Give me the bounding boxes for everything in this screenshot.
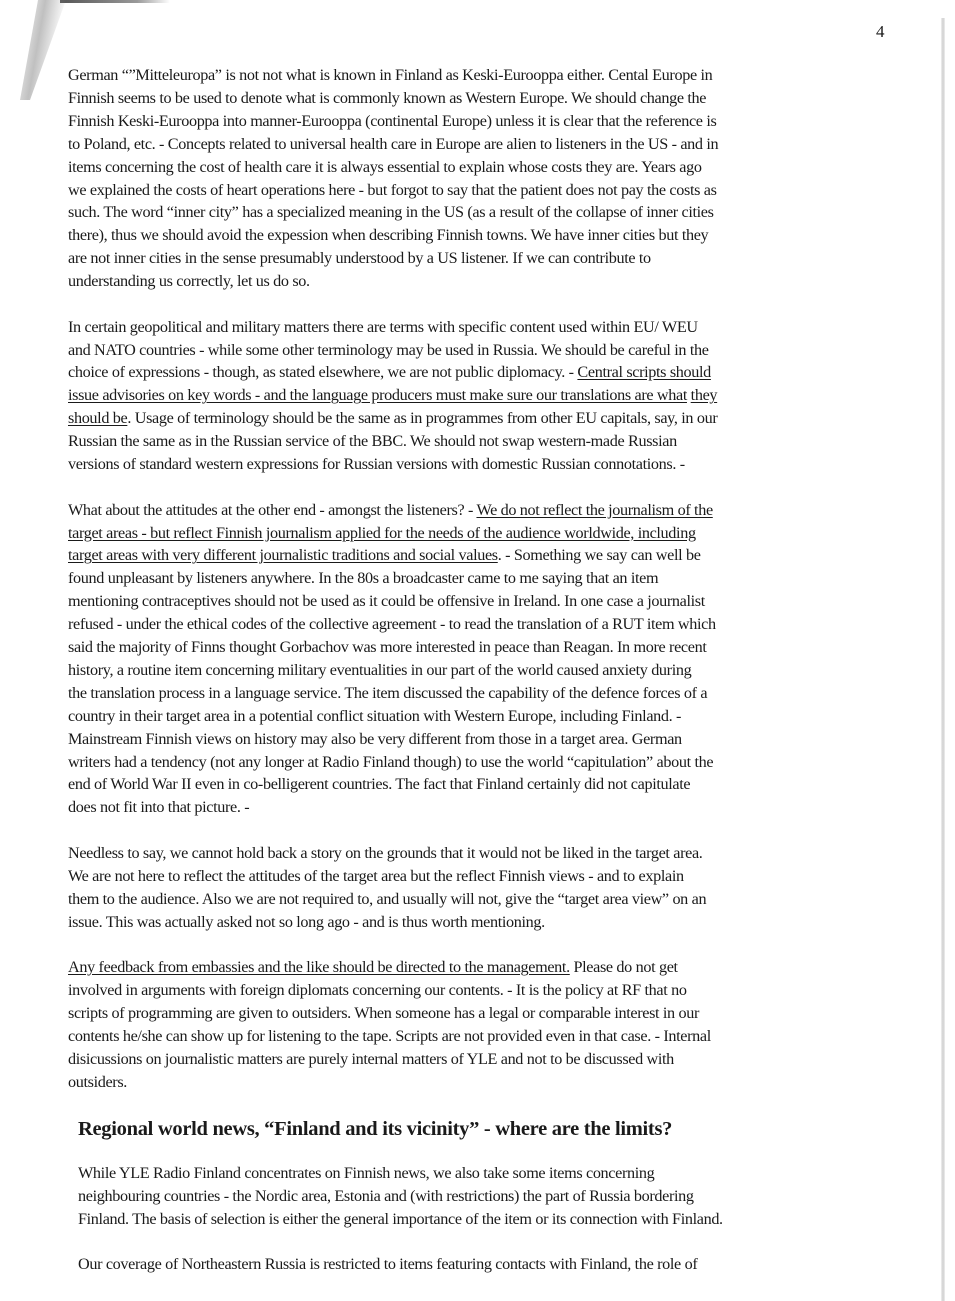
text-line [68, 1002, 898, 1025]
underlined-text: We do not reflect the journalism of the [476, 500, 713, 519]
scan-top-edge [60, 0, 170, 3]
text-line [68, 224, 898, 247]
paragraph [68, 499, 898, 820]
text-line [68, 316, 898, 339]
text-line [68, 361, 898, 384]
text-line [68, 110, 898, 133]
text-run: versions of standard western expressions for Russian versions with domestic Russian connotations. - [68, 455, 685, 474]
text-line [68, 64, 898, 87]
text-run: disicussions on journalistic matters are purely internal matters of YLE and not to be discussed with [68, 1049, 674, 1068]
text-run: We are not here to reflect the attitudes of the target area but the reflect Finnish views - and to explain [68, 866, 684, 885]
paragraph [68, 956, 898, 1093]
text-run: found unpleasant by listeners anywhere. In the 80s a broadcaster came to me saying that an item [68, 569, 659, 588]
text-line [68, 728, 898, 751]
text-run: to Poland, etc. - Concepts related to universal health care in Europe are alien to listeners in the US - and in [68, 134, 719, 153]
paragraph [78, 1253, 898, 1276]
text-line [68, 407, 898, 430]
underlined-text: target areas - but reflect Finnish journalism applied for the needs of the audience worldwide, including [68, 523, 696, 542]
text-run: Finnish Keski-Eurooppa into manner-Eurooppa (continental Europe) unless it is clear that the reference is [68, 111, 717, 130]
text-run: Please do not get [569, 958, 678, 977]
text-run: contents he/she can show up for listening to the tape. Scripts are not provided even in that case. - Internal [68, 1026, 711, 1045]
document-body [68, 64, 898, 1299]
section-heading: Regional world news, “Finland and its vicinity” - where are the limits? [78, 1118, 673, 1141]
text-line [68, 659, 898, 682]
text-line [68, 842, 898, 865]
underlined-text: Any feedback from embassies and the like should be directed to the management. [68, 958, 570, 977]
text-line [68, 201, 898, 224]
text-run: writers had a tendency (not any longer at Radio Finland though) to use the world “capitulation” about the [68, 752, 714, 771]
text-run: What about the attitudes at the other end - amongst the listeners? - [68, 500, 477, 519]
paragraph [68, 842, 898, 934]
text-line [68, 590, 898, 613]
text-line [68, 339, 898, 362]
scan-right-edge [941, 18, 945, 1301]
underlined-text: should be [68, 409, 128, 428]
page-number: 4 [876, 22, 885, 41]
text-run: the translation process in a language service. The item discussed the capability of the defence forces of a [68, 683, 708, 702]
text-line [68, 133, 898, 156]
text-line [68, 544, 898, 567]
text-line [68, 796, 898, 819]
text-line [68, 1071, 898, 1094]
text-line [68, 522, 898, 545]
text-line [68, 567, 898, 590]
text-run: choice of expressions - though, as stated elsewhere, we are not public diplomacy. - [68, 363, 578, 382]
text-run: issue. This was actually asked not so long ago - and is thus worth mentioning. [68, 912, 545, 931]
text-run: Needless to say, we cannot hold back a story on the grounds that it would not be liked in the target area. [68, 843, 703, 862]
text-line [68, 430, 898, 453]
text-run: items concerning the cost of health care it is always essential to explain whose costs they are. Years ago [68, 157, 702, 176]
section-paragraphs [78, 1162, 898, 1276]
text-line [68, 956, 898, 979]
text-run: does not fit into that picture. - [68, 798, 250, 817]
text-line [78, 1162, 898, 1185]
text-run: involved in arguments with foreign diplomats concerning our contents. - It is the policy at RF that no [68, 981, 687, 999]
text-line [68, 1025, 898, 1048]
text-line [78, 1253, 898, 1276]
text-line [68, 911, 898, 934]
underlined-text: Central scripts should [577, 363, 711, 382]
text-line [68, 499, 898, 522]
text-run: . - Something we say can well be [497, 546, 701, 565]
text-run: mentioning contraceptives should not be used as it could be offensive in Ireland. In one case a journalist [68, 592, 705, 611]
text-line [68, 751, 898, 774]
text-run: we explained the costs of heart operations here - but forgot to say that the patient does not pay the costs as [68, 180, 717, 199]
text-run: are not inner cities in the sense presumably understood by a US listener. If we can contribute to [68, 249, 651, 268]
text-run: neighbouring countries - the Nordic area, Estonia and (with restrictions) the part of Russia bordering [78, 1187, 694, 1206]
text-line [68, 87, 898, 110]
text-run: Mainstream Finnish views on history may also be very different from those in a target area. German [68, 729, 682, 748]
text-line [68, 682, 898, 705]
underlined-text: target areas with very different journalistic traditions and social values [68, 546, 498, 565]
text-run: Finnish seems to be used to denote what is commonly known as Western Europe. We should change the [68, 88, 707, 107]
paragraph [78, 1162, 898, 1231]
text-run: country in their target area in a potential conflict situation with Western Europe, including Finland. - [68, 706, 682, 725]
text-line [68, 384, 898, 407]
underlined-text: they [690, 386, 718, 405]
text-line [78, 1185, 898, 1208]
text-run: end of World War II even in co-belligerent countries. The fact that Finland certainly did not capitulate [68, 775, 691, 794]
text-line [68, 156, 898, 179]
text-run: Finland. The basis of selection is either the general importance of the item or its connection with Finland. [78, 1209, 723, 1228]
text-run: scripts of programming are given to outsiders. When someone has a legal or comparable interest in our [68, 1003, 699, 1022]
underlined-text: issue advisories on key words - and the language producers must make sure our translations are what [68, 386, 687, 405]
text-run: Our coverage of Northeastern Russia is restricted to items featuring contacts with Finland, the role of [78, 1255, 698, 1274]
text-run: understanding us correctly, let us do so. [68, 272, 310, 291]
text-run: them to the audience. Also we are not required to, and usually will not, give the “target area view” on an [68, 889, 707, 908]
text-line [68, 179, 898, 202]
text-line [68, 888, 898, 911]
text-line [68, 247, 898, 270]
text-run: . Usage of terminology should be the same as in programmes from other EU capitals, say, in our [127, 409, 718, 428]
text-line [68, 636, 898, 659]
text-run: While YLE Radio Finland concentrates on Finnish news, we also take some items concerning [78, 1164, 655, 1183]
text-run: said the majority of Finns thought Gorbachov was more interested in peace than Reagan. In more recent [68, 638, 707, 657]
text-line [68, 979, 898, 1002]
text-line [68, 705, 898, 728]
text-run: Russian the same as in the Russian service of the BBC. We should not swap western-made Russian [68, 432, 677, 451]
body-paragraphs [68, 64, 898, 1094]
text-line [68, 613, 898, 636]
paragraph [68, 64, 898, 293]
text-line [68, 865, 898, 888]
text-run: German “”Mitteleuropa” is not not what is known in Finland as Keski-Eurooppa either. Cental Europe in [68, 66, 713, 84]
text-run: history, a routine item concerning military eventualities in our part of the world caused anxiety during [68, 660, 692, 679]
text-run: refused - under the ethical codes of the collective agreement - to read the translation of a RUT item which [68, 615, 716, 634]
text-line [68, 1048, 898, 1071]
text-line [68, 773, 898, 796]
text-run: there), thus we should avoid the expession when describing Finnish towns. We have inner cities but they [68, 226, 709, 245]
text-line [78, 1208, 898, 1231]
text-run: outsiders. [68, 1072, 127, 1091]
paragraph [68, 316, 898, 476]
text-line [68, 453, 898, 476]
text-run: In certain geopolitical and military matters there are terms with specific content used within EU/ WEU [68, 317, 698, 336]
text-line [68, 270, 898, 293]
text-run: and NATO countries - while some other terminology may be used in Russia. We should be careful in the [68, 340, 709, 359]
page-fold-shadow [20, 0, 66, 100]
text-run: such. The word “inner city” has a specialized meaning in the US (as a result of the collapse of inner cities [68, 203, 714, 222]
